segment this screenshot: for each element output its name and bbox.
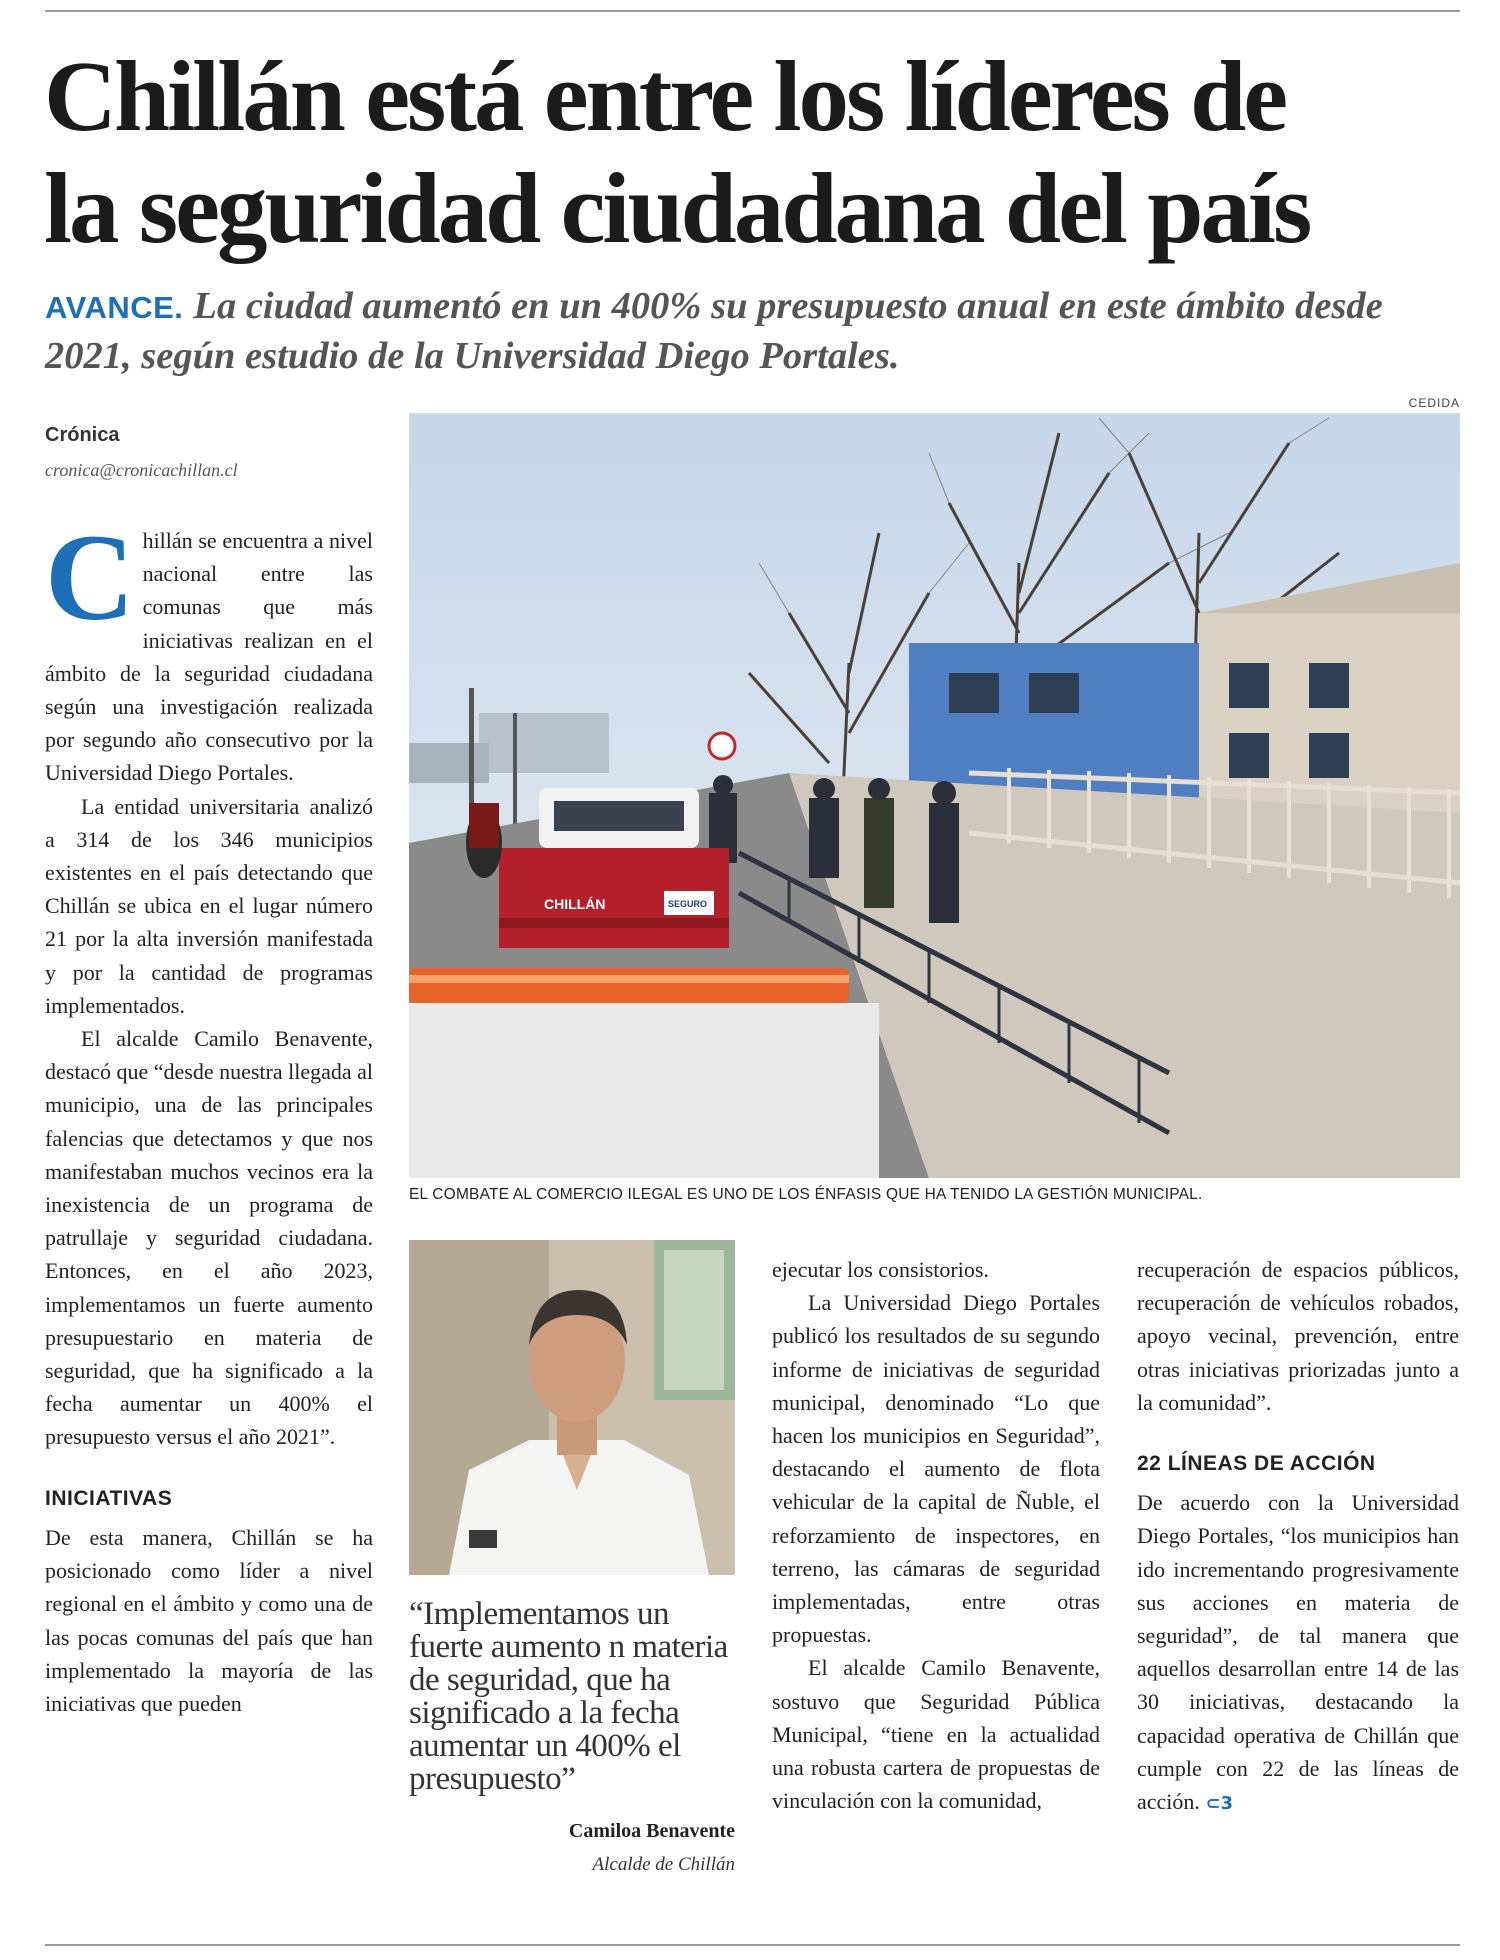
- byline-section: Crónica: [45, 424, 120, 446]
- byline-email[interactable]: cronica@cronicachillan.cl: [45, 460, 238, 480]
- article-paragraph-1-text: hillán se encuentra a nivel nacional entre las comunas que más iniciativas realizan en el ámbito de la seguridad ciudadana según una investigación realizada por segundo año consecutivo por la Universidad Diego Portales.: [45, 528, 373, 786]
- main-photo: [409, 413, 1460, 1178]
- photo-credit: CEDIDA: [1408, 396, 1460, 410]
- lead-text: La ciudad aumentó en un 400% su presupuesto anual en este ámbito desde 2021, según estudio de la Universidad Diego Portales.: [45, 285, 1383, 377]
- drop-cap: C: [45, 509, 135, 646]
- article-paragraph-1: [45, 509, 373, 790]
- article-paragraph-2: La entidad universitaria analizó a 314 de los 346 municipios existentes en el país detectando que Chillán se ubica en el lugar número 21 por la alta inversión manifestada y por la cantidad de programas implementados.: [45, 793, 373, 1018]
- mayor-portrait: [409, 1240, 735, 1575]
- lead-paragraph: [45, 282, 1465, 380]
- article-paragraph-6: La Universidad Diego Portales publicó los resultados de su segundo informe de iniciativas de seguridad municipal, denominado “Lo que hacen los municipios en Seguridad”, destacando el aumento de flota vehicular de la capital de Ñuble, el reforzamiento de inspectores, en terreno, las cámaras de seguridad implementadas, entre otras propuestas.: [772, 1290, 1100, 1648]
- lead-kicker: AVANCE.: [45, 290, 184, 325]
- article-column-3: [772, 1253, 1100, 1817]
- photo-caption: EL COMBATE AL COMERCIO ILEGAL ES UNO DE LOS ÉNFASIS QUE HA TENIDO LA GESTIÓN MUNICIPAL.: [409, 1186, 1203, 1203]
- headline-line-2: la seguridad ciudadana del país: [44, 152, 1310, 264]
- article-paragraph-8: recuperación de espacios públicos, recuperación de vehículos robados, apoyo vecinal, prevención, entre otras iniciativas priorizadas junto a la comunidad”.: [1137, 1257, 1459, 1415]
- mayor-portrait-image: [409, 1240, 735, 1575]
- headline-line-1: Chillán está entre los líderes de: [44, 40, 1286, 152]
- article-paragraph-7: El alcalde Camilo Benavente, sostuvo que Seguridad Pública Municipal, “tiene en la actualidad una robusta cartera de propuestas de vinculación con la comunidad,: [772, 1655, 1100, 1814]
- article-column-1: [45, 509, 374, 1720]
- headline: [44, 40, 1464, 264]
- article-paragraph-9-text: De acuerdo con la Universidad Diego Portales, “los municipios han ido incrementando progresivamente sus acciones en materia de seguridad”, de tal manera que aquellos desarrollan entre 14 de las 30 iniciativas, destacando la capacidad operativa de Chillán que cumple con 22 de las líneas de acción.: [1137, 1490, 1459, 1815]
- quote-author-role: Alcalde de Chillán: [592, 1854, 735, 1875]
- bottom-rule: [45, 1944, 1460, 1946]
- article-paragraph-4: De esta manera, Chillán se ha posicionado como líder a nivel regional en el ámbito y como una de las pocas comunas del país que han implementado la mayoría de las iniciativas que pueden: [45, 1524, 373, 1716]
- article-paragraph-9: [1137, 1486, 1459, 1820]
- subhead-lineas-de-accion: 22 LÍNEAS DE ACCIÓN: [1137, 1452, 1376, 1476]
- article-column-4: [1137, 1253, 1459, 1820]
- pull-quote: “Implementamos un fuerte aumento n materia de seguridad, que ha significado a la fecha aumentar un 400% el presupuesto”: [409, 1596, 728, 1797]
- article-paragraph-5: ejecutar los consistorios.: [772, 1257, 989, 1282]
- top-rule: [45, 10, 1460, 12]
- end-mark-icon: ⊂3: [1205, 1793, 1234, 1815]
- truck-text: CHILLÁN: [544, 896, 606, 912]
- quote-author-name: Camiloa Benavente: [568, 1820, 735, 1842]
- article-paragraph-3: El alcalde Camilo Benavente, destacó que “desde nuestra llegada al municipio, una de las principales falencias que detectamos y que nos manifestaban muchos vecinos era la inexistencia de un programa de patrullaje y seguridad ciudadana. Entonces, en el año 2023, implementamos un fuerte aumento presupuestario en materia de seguridad, que ha significado a la fecha aumentar un 400% el presupuesto versus el año 2021”.: [45, 1026, 374, 1450]
- subhead-iniciativas: INICIATIVAS: [45, 1486, 173, 1510]
- street-scene-image: [409, 413, 1460, 1178]
- truck-badge: SEGURO: [668, 899, 708, 909]
